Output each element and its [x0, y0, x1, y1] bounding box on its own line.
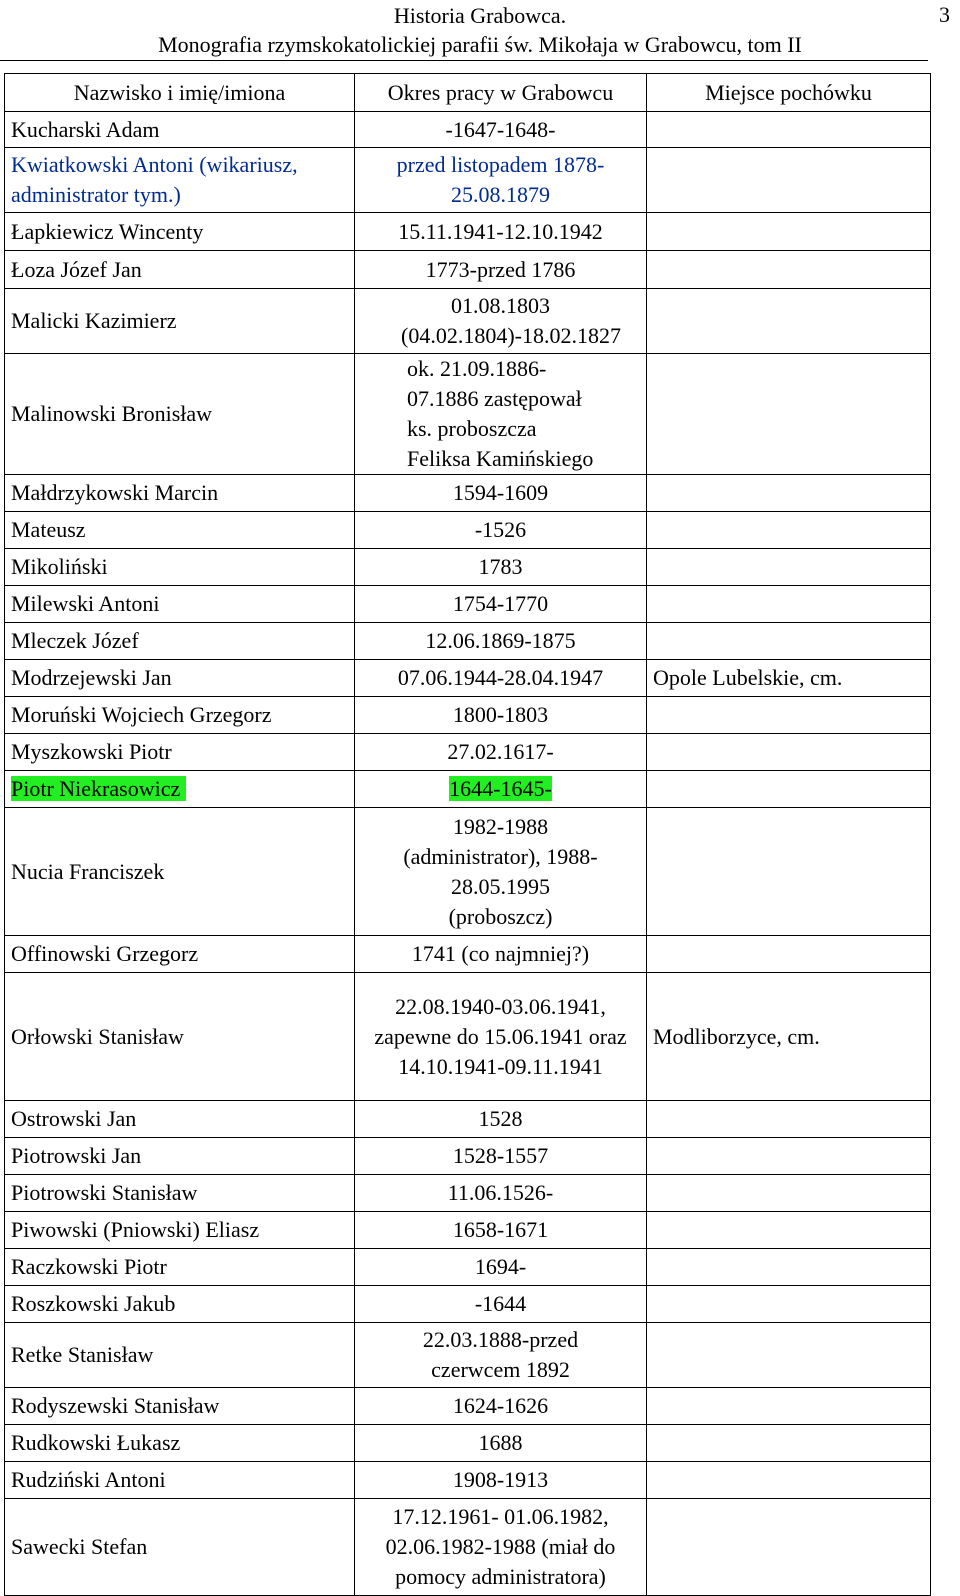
cell-period: -1647-1648-	[355, 112, 647, 148]
cell-burial	[647, 512, 931, 549]
table-row	[5, 354, 931, 475]
cell-burial	[647, 808, 931, 936]
table-row	[5, 112, 931, 148]
table-row	[5, 1101, 931, 1138]
cell-period	[355, 354, 647, 475]
cell-burial	[647, 1249, 931, 1286]
cell-burial	[647, 1462, 931, 1499]
cell-name: Rudkowski Łukasz	[5, 1425, 355, 1462]
cell-burial	[647, 697, 931, 734]
table-row	[5, 251, 931, 289]
cell-name: Roszkowski Jakub	[5, 1286, 355, 1323]
cell-burial	[647, 148, 931, 213]
cell-burial: Opole Lubelskie, cm.	[647, 660, 931, 697]
cell-burial	[647, 1212, 931, 1249]
table-header-row	[5, 74, 931, 112]
cell-name: Malicki Kazimierz	[5, 289, 355, 354]
table-row	[5, 213, 931, 251]
cell-name: Mikoliński	[5, 549, 355, 586]
cell-burial	[647, 1323, 931, 1388]
cell-burial	[647, 354, 931, 475]
cell-name: Milewski Antoni	[5, 586, 355, 623]
cell-name: Moruński Wojciech Grzegorz	[5, 697, 355, 734]
cell-period: 1694-	[355, 1249, 647, 1286]
table-row	[5, 1388, 931, 1425]
column-header-burial: Miejsce pochówku	[647, 74, 931, 112]
column-header-name: Nazwisko i imię/imiona	[5, 74, 355, 112]
cell-name: Piotrowski Jan	[5, 1138, 355, 1175]
highlighted-period: 1644-1645-	[449, 776, 552, 801]
cell-name: Piwowski (Pniowski) Eliasz	[5, 1212, 355, 1249]
table-row	[5, 1249, 931, 1286]
cell-period: 1754-1770	[355, 586, 647, 623]
cell-name: Rodyszewski Stanisław	[5, 1388, 355, 1425]
cell-name: Retke Stanisław	[5, 1323, 355, 1388]
cell-period-text: przed listopadem 1878-25.08.1879	[396, 152, 605, 207]
cell-period: 27.02.1617-	[355, 734, 647, 771]
cell-burial	[647, 1138, 931, 1175]
table-row	[5, 1462, 931, 1499]
cell-period: 1908-1913	[355, 1462, 647, 1499]
cell-period: 07.06.1944-28.04.1947	[355, 660, 647, 697]
cell-period-text: 01.08.1803 (04.02.1804)-18.02.1827	[401, 293, 621, 348]
cell-period: 1528-1557	[355, 1138, 647, 1175]
table-row	[5, 1212, 931, 1249]
table-row	[5, 586, 931, 623]
cell-period-text: 17.12.1961- 01.06.1982, 02.06.1982-1988 (miał do pomocy administratora)	[385, 1504, 616, 1589]
cell-burial	[647, 549, 931, 586]
cell-burial	[647, 623, 931, 660]
cell-period	[355, 973, 647, 1101]
cell-burial	[647, 213, 931, 251]
table-row	[5, 148, 931, 213]
cell-burial	[647, 586, 931, 623]
table-row	[5, 1175, 931, 1212]
cell-name: Kucharski Adam	[5, 112, 355, 148]
cell-period: -1526	[355, 512, 647, 549]
table-row	[5, 808, 931, 936]
cell-name: Malinowski Bronisław	[5, 354, 355, 475]
cell-period	[355, 1499, 647, 1596]
page-number: 3	[939, 2, 950, 27]
column-header-period: Okres pracy w Grabowcu	[355, 74, 647, 112]
cell-name: Piotrowski Stanisław	[5, 1175, 355, 1212]
cell-name: Łoza Józef Jan	[5, 251, 355, 289]
cell-period: 1800-1803	[355, 697, 647, 734]
cell-name: Ostrowski Jan	[5, 1101, 355, 1138]
cell-burial	[647, 475, 931, 512]
cell-period: 15.11.1941-12.10.1942	[355, 213, 647, 251]
cell-period-text: ok. 21.09.1886-07.1886 zastępował ks. proboszcza Feliksa Kamińskiego	[407, 356, 594, 471]
cell-burial	[647, 771, 931, 808]
clergy-table	[4, 73, 931, 1596]
table-row	[5, 1286, 931, 1323]
cell-period	[355, 289, 647, 354]
cell-period	[355, 771, 647, 808]
table-row	[5, 1323, 931, 1388]
table-row	[5, 512, 931, 549]
header-rule	[0, 60, 928, 61]
table-row	[5, 660, 931, 697]
cell-name: Myszkowski Piotr	[5, 734, 355, 771]
cell-period-text: 22.03.1888-przed czerwcem 1892	[422, 1327, 579, 1382]
cell-period: 1688	[355, 1425, 647, 1462]
table-row	[5, 1499, 931, 1596]
cell-burial	[647, 1101, 931, 1138]
cell-period	[355, 148, 647, 213]
cell-period	[355, 808, 647, 936]
table-row	[5, 973, 931, 1101]
cell-period: 1528	[355, 1101, 647, 1138]
cell-name: Orłowski Stanisław	[5, 973, 355, 1101]
cell-period: 1783	[355, 549, 647, 586]
cell-name: Modrzejewski Jan	[5, 660, 355, 697]
cell-period: -1644	[355, 1286, 647, 1323]
table-row	[5, 549, 931, 586]
table-row	[5, 1138, 931, 1175]
cell-period: 11.06.1526-	[355, 1175, 647, 1212]
cell-burial	[647, 251, 931, 289]
cell-burial	[647, 1175, 931, 1212]
cell-name: Małdrzykowski Marcin	[5, 475, 355, 512]
table-row	[5, 734, 931, 771]
cell-name: Łapkiewicz Wincenty	[5, 213, 355, 251]
cell-period: 12.06.1869-1875	[355, 623, 647, 660]
cell-period: 1773-przed 1786	[355, 251, 647, 289]
cell-period	[355, 1323, 647, 1388]
cell-burial	[647, 289, 931, 354]
table-row	[5, 1425, 931, 1462]
cell-name: Mateusz	[5, 512, 355, 549]
cell-name: Kwiatkowski Antoni (wikariusz, administrator tym.)	[5, 148, 355, 213]
cell-burial: Modliborzyce, cm.	[647, 973, 931, 1101]
table-row	[5, 936, 931, 973]
cell-period-text: 22.08.1940-03.06.1941, zapewne do 15.06.1941 oraz 14.10.1941-09.11.1941	[374, 993, 627, 1079]
cell-name	[5, 771, 355, 808]
cell-burial	[647, 936, 931, 973]
cell-burial	[647, 1499, 931, 1596]
cell-name: Offinowski Grzegorz	[5, 936, 355, 973]
cell-burial	[647, 1388, 931, 1425]
header-subtitle: Monografia rzymskokatolickiej parafii św. Mikołaja w Grabowcu, tom II	[158, 32, 802, 57]
cell-burial	[647, 734, 931, 771]
highlighted-name: Piotr Niekrasowicz	[11, 776, 186, 801]
cell-name: Nucia Franciszek	[5, 808, 355, 936]
cell-burial	[647, 112, 931, 148]
table-row	[5, 475, 931, 512]
cell-burial	[647, 1425, 931, 1462]
cell-period: 1624-1626	[355, 1388, 647, 1425]
cell-period-text: 1982-1988 (administrator), 1988-28.05.1995 (proboszcz)	[403, 813, 598, 929]
cell-burial	[647, 1286, 931, 1323]
cell-period: 1594-1609	[355, 475, 647, 512]
table-row	[5, 771, 931, 808]
table-row	[5, 697, 931, 734]
table-row	[5, 623, 931, 660]
table-row	[5, 289, 931, 354]
cell-name: Mleczek Józef	[5, 623, 355, 660]
header-title: Historia Grabowca.	[393, 3, 567, 28]
cell-name: Rudziński Antoni	[5, 1462, 355, 1499]
cell-name: Raczkowski Piotr	[5, 1249, 355, 1286]
cell-name: Sawecki Stefan	[5, 1499, 355, 1596]
cell-period: 1658-1671	[355, 1212, 647, 1249]
cell-period: 1741 (co najmniej?)	[355, 936, 647, 973]
